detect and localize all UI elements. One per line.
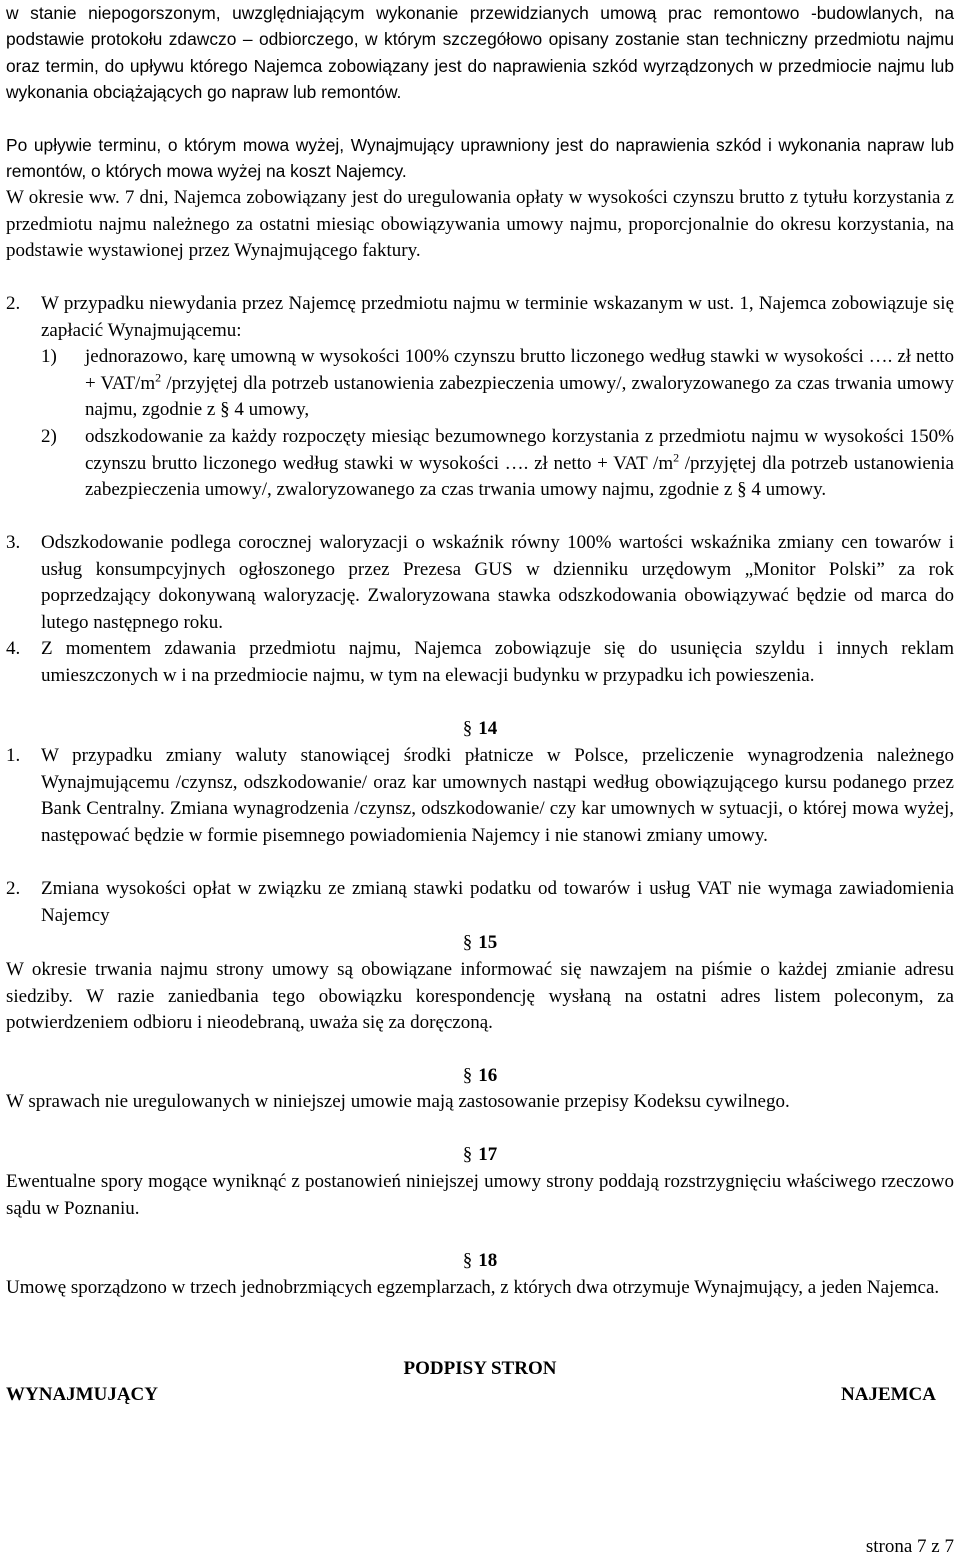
signatures-title: PODPISY STRON bbox=[403, 1358, 557, 1379]
page-number: strona 7 z 7 bbox=[865, 1536, 954, 1557]
intro-paragraph-1: w stanie niepogorszonym, uwzględniającym wykonanie przewidzianych umową prac remontowo -budowlanych, na podstawie protokołu zdawczo – odbiorczego, w którym szczegółowo opisany zostanie stan techniczny przedmiotu najmu oraz termin, do upływu którego Najemca zobowiązany jest do naprawienia szkód wyrządzonych w przedmiocie najmu lub wykonania obciążających go napraw lub remontów. bbox=[6, 3, 954, 103]
clause-13-subitem-1 bbox=[6, 344, 954, 424]
section-symbol: § bbox=[737, 479, 747, 500]
item-number: 4. bbox=[6, 638, 21, 659]
item-number: 2. bbox=[6, 293, 21, 314]
subitem-number: 2) bbox=[41, 426, 57, 447]
item-text: Odszkodowanie podlega corocznej waloryzacji o wskaźnik równy 100% wartości wskaźnika zmiany cen towarów i usług konsumpcyjnych ogłoszonego przez Prezesa GUS w dzienniku urzędowym „Monitor Polski” za rok poprzedzający dokonywaną waloryzację. Zwaloryzowana stawka odszkodowania obowiązywać będzie od marca do lutego następnego roku. bbox=[41, 532, 954, 633]
section-15-heading: § 15 bbox=[462, 932, 498, 953]
section-symbol: § bbox=[462, 1065, 473, 1086]
signature-landlord-label: WYNAJMUJĄCY bbox=[6, 1384, 158, 1405]
intro-paragraph-3: W okresie ww. 7 dni, Najemca zobowiązany jest do uregulowania opłaty w wysokości czynszu brutto z tytułu korzystania z przedmiotu najmu należnego za ostatni miesiąc obowiązywania umowy najmu, proporcjonalnie do okresu korzystania, na podstawie wystawionej przez Wynajmującego faktury. bbox=[6, 187, 954, 261]
section-symbol: § bbox=[220, 399, 230, 420]
section-15-text: W okresie trwania najmu strony umowy są obowiązane informować się nawzajem na piśmie o każdej zmianie adresu siedziby. W razie zaniedbania tego obowiązku korespondencję wysłaną na ostatni adres listem poleconym, za potwierdzeniem odbioru i nieodebraną, uważa się za doręczoną. bbox=[6, 959, 954, 1033]
clause-13-item-2 bbox=[6, 291, 954, 344]
item-text: Z momentem zdawania przedmiotu najmu, Najemca zobowiązuje się do usunięcia szyldu i innych reklam umieszczonych w i na przedmiocie najmu, w tym na elewacji budynku w przypadku ich powieszenia. bbox=[41, 638, 954, 686]
clause-14-item-2 bbox=[6, 876, 954, 929]
section-16-text: W sprawach nie uregulowanych w niniejszej umowie mają zastosowanie przepisy Kodeksu cywilnego. bbox=[6, 1091, 790, 1112]
section-symbol: § bbox=[462, 932, 473, 953]
subitem-text: jednorazowo, karę umowną w wysokości 100% czynszu brutto liczonego według stawki w wysokości …. zł netto + VAT/$m^2$ /przyjętej dla potrzeb ustanowienia zabezpieczenia umowy/, zwaloryzowanego za czas trwania umowy najmu, zgodnie z § 4 umowy, bbox=[85, 346, 954, 420]
section-symbol: § bbox=[462, 718, 473, 739]
item-number: 2. bbox=[6, 878, 21, 899]
section-14-heading: § 14 bbox=[462, 718, 498, 739]
section-18-heading: § 18 bbox=[462, 1250, 498, 1271]
signature-tenant-label: NAJEMCA bbox=[841, 1384, 936, 1405]
item-text: Zmiana wysokości opłat w związku ze zmianą stawki podatku od towarów i usług VAT nie wymaga zawiadomienia Najemcy bbox=[41, 878, 954, 926]
section-18-text: Umowę sporządzono w trzech jednobrzmiących egzemplarzach, z których dwa otrzymuje Wynajmujący, a jeden Najemca. bbox=[6, 1277, 940, 1298]
clause-14-item-1 bbox=[6, 743, 954, 849]
subitem-text: odszkodowanie za każdy rozpoczęty miesiąc bezumownego korzystania z przedmiotu najmu w wysokości 150% czynszu brutto liczonego według stawki w wysokości …. zł netto + VAT $/m^2$ /przyjętej dla potrzeb ustanowienia zabezpieczenia umowy/, zwaloryzowanego za czas trwania umowy najmu, zgodnie z § 4 umowy. bbox=[85, 426, 954, 500]
clause-13-item-3 bbox=[6, 530, 954, 636]
section-symbol: § bbox=[462, 1250, 473, 1271]
section-17-text: Ewentualne spory mogące wyniknąć z postanowień niniejszej umowy strony poddają rozstrzygnięciu właściwego rzeczowo sądu w Poznaniu. bbox=[6, 1171, 954, 1219]
section-17-heading: § 17 bbox=[462, 1144, 498, 1165]
section-symbol: § bbox=[462, 1144, 473, 1165]
section-16-heading: § 16 bbox=[462, 1065, 498, 1086]
intro-paragraph-2: Po upływie terminu, o którym mowa wyżej, Wynajmujący uprawniony jest do naprawienia szkód i wykonania napraw lub remontów, o których mowa wyżej na koszt Najemcy. bbox=[6, 135, 954, 182]
clause-13-subitem-2 bbox=[6, 424, 954, 504]
item-text: W przypadku zmiany waluty stanowiącej środki płatnicze w Polsce, przeliczenie wynagrodzenia należnego Wynajmującemu /czynsz, odszkodowanie/ oraz kar umownych nastąpi według obowiązującego kursu podanego przez Bank Centralny. Zmiana wynagrodzenia /czynsz, odszkodowanie/ czy kar umownych w sytuacji, o której mowa wyżej, następować będzie w formie pisemnego powiadomienia Najemcy i nie stanowi zmiany umowy. bbox=[41, 745, 954, 846]
item-text: W przypadku niewydania przez Najemcę przedmiotu najmu w terminie wskazanym w ust. 1, Najemca zobowiązuje się zapłacić Wynajmującemu: bbox=[41, 293, 954, 341]
clause-13-item-4 bbox=[6, 636, 954, 689]
item-number: 3. bbox=[6, 532, 21, 553]
subitem-number: 1) bbox=[41, 346, 57, 367]
item-number: 1. bbox=[6, 745, 21, 766]
